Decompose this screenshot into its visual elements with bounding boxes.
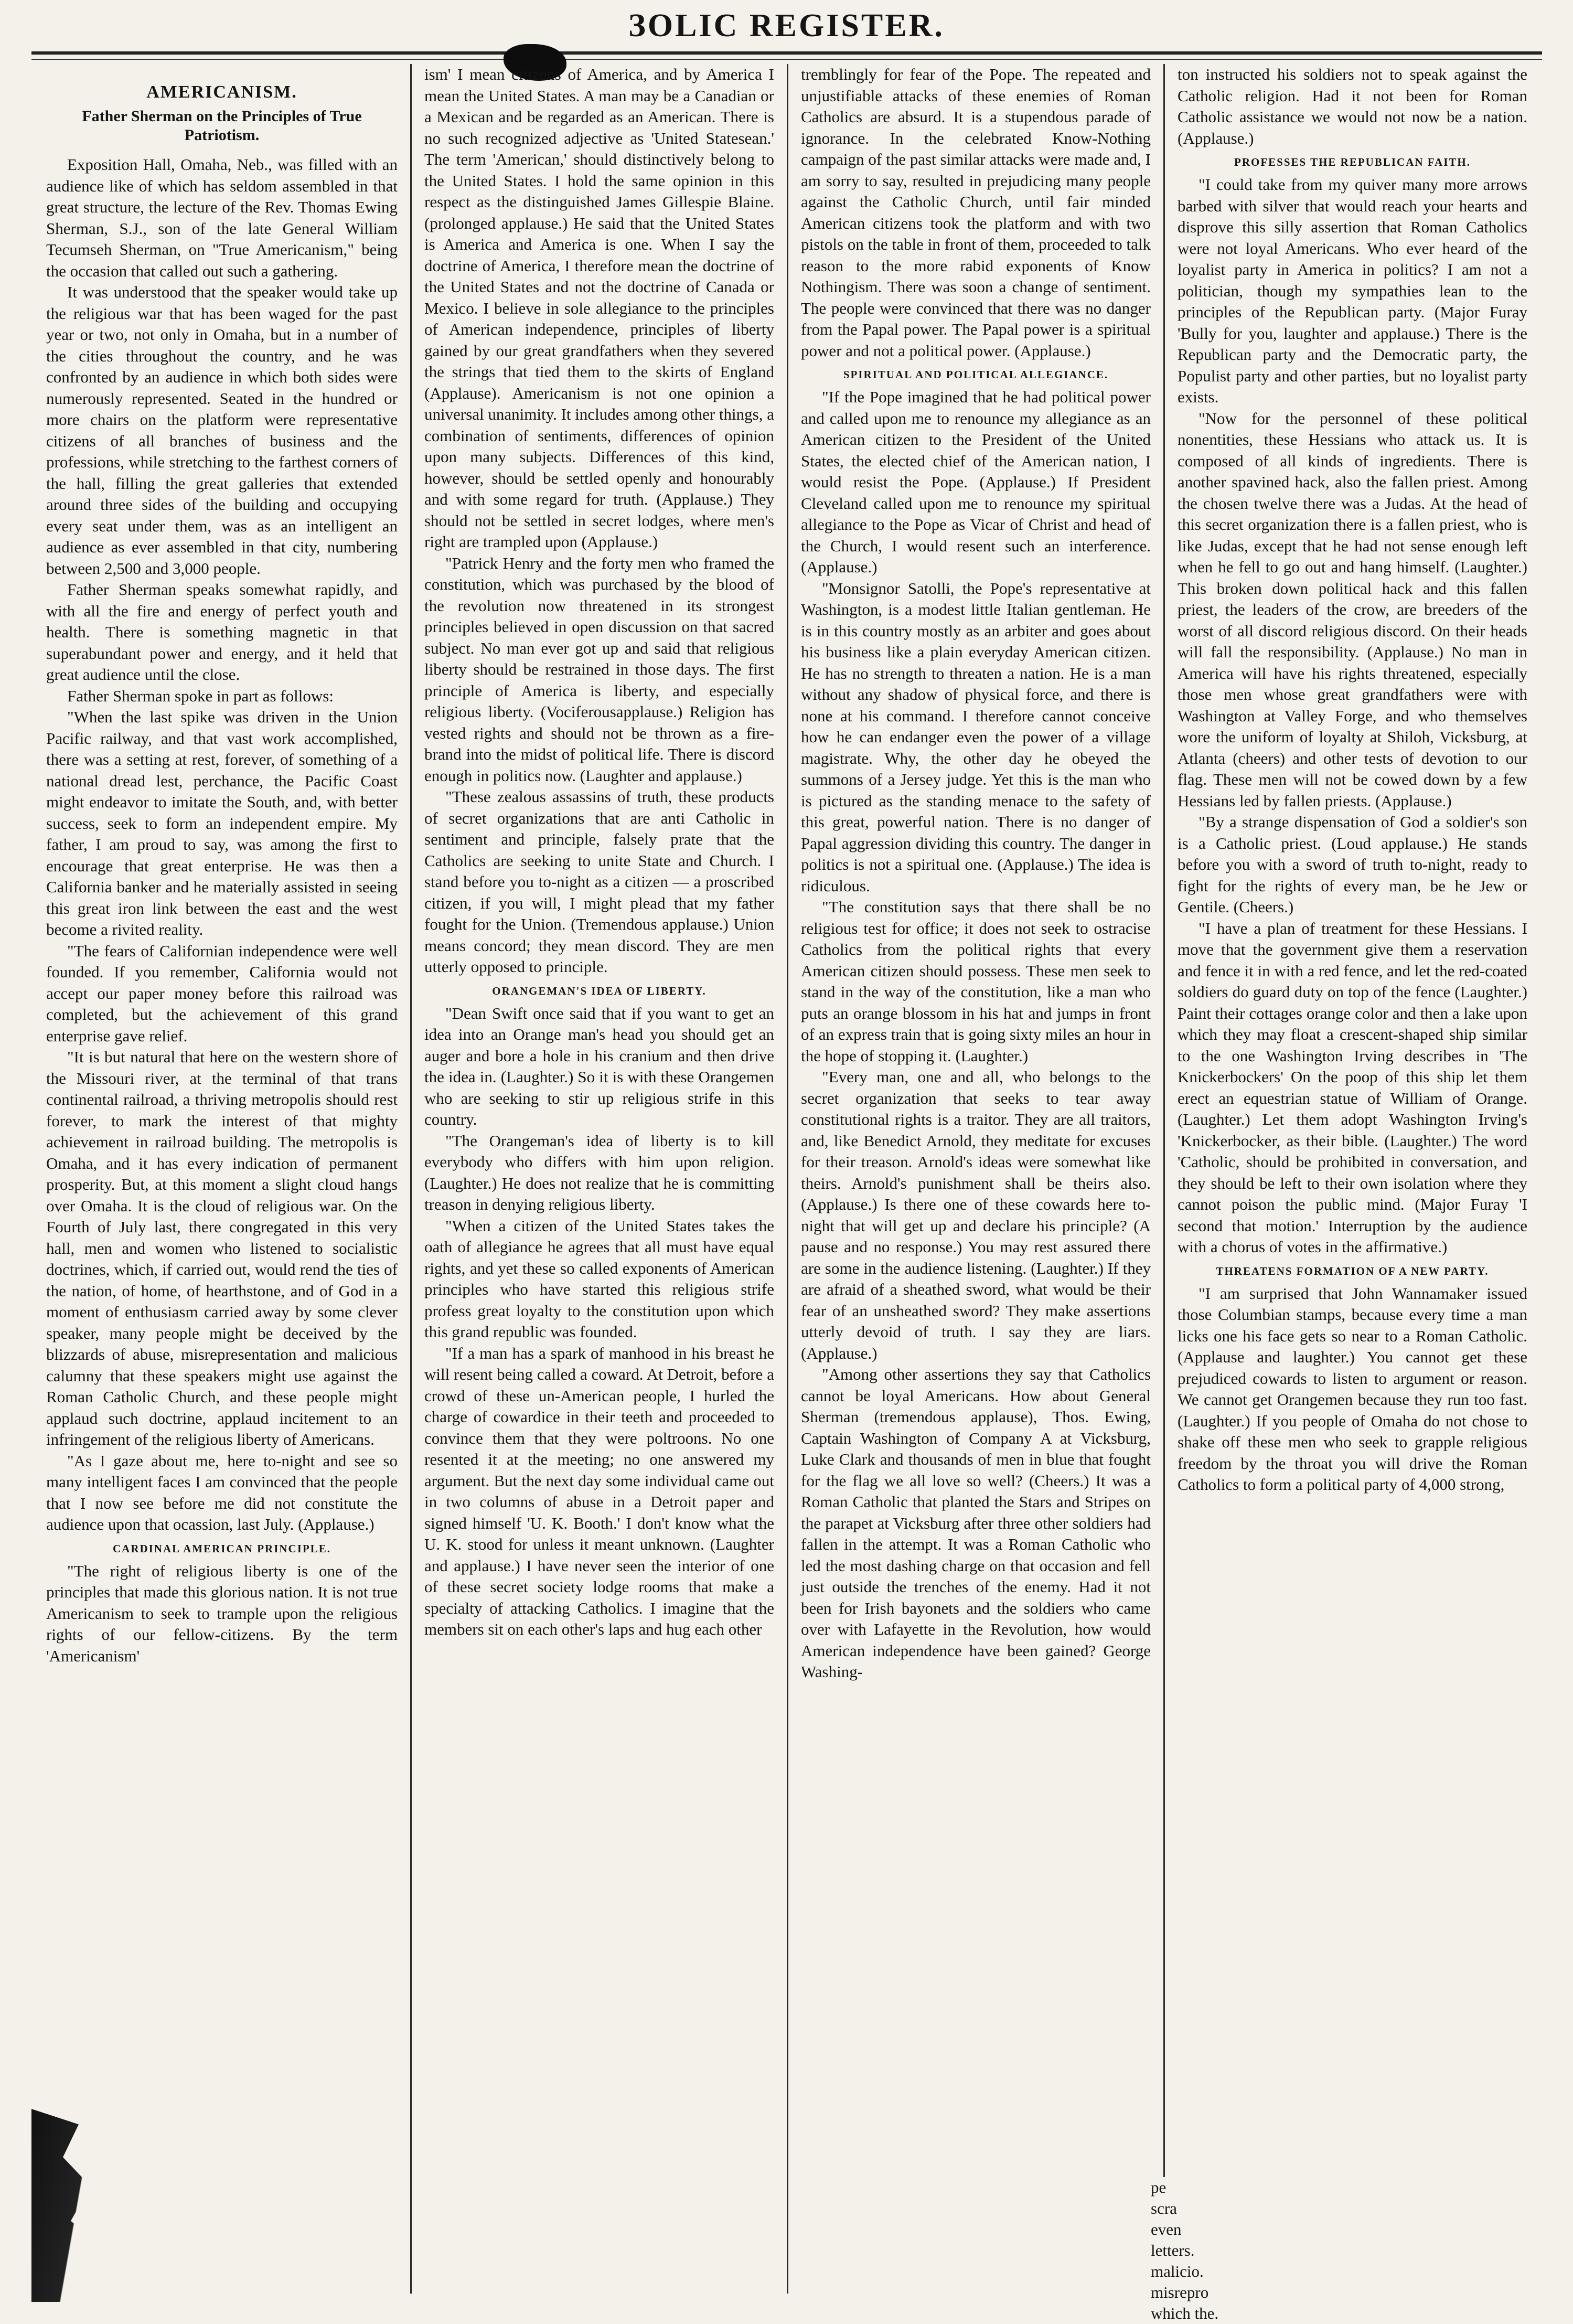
paragraph: "Now for the personnel of these political nonentities, these Hessians who attack us. It is composed of all kinds of ingredients. There is another spavined hack, also the fallen priest. Among the chosen twelve there was a Judas. At the head of this secret organization there is a fallen priest, who is like Judas, except that he had not sense enough left when he fell to go out and hang himself. (Laughter.) This broken down political hack and this fallen priest, the leaders of the crow, are breeders of the worst of all discord religious discord. On their heads will fall the responsibility. (Applause.) No man in America will have his rights threatened, especially those men whose great grandfathers were with Washington at Valley Forge, and who themselves wore the uniform of loyalty at Shiloh, Vicksburg, at Atlanta (cheers) and other tests of devotion to our flag. These men will not be cowed down by a few Hessians led by fallen priests. (Applause.)	[1178, 409, 1527, 810]
paragraph: "By a strange dispensation of God a soldier's son is a Catholic priest. (Loud applause.) He stands before you with a sword of truth to-night, ready to fight for the rights of every man, be he Jew or Gentile. (Cheers.)	[1178, 813, 1527, 916]
column-3	[787, 64, 1163, 2294]
paragraph: "Every man, one and all, who belongs to the secret organization that seeks to tear away constitutional rights is a traitor. They are all traitors, and, like Benedict Arnold, they meditate for excuses for their treason. Arnold's ideas were somewhat like theirs. Arnold's punishment shall be theirs also. (Applause.) Is there one of these cowards here to-night that will get up and declare his principle? (A pause and no response.) You may rest assured there are some in the audience listening. (Laughter.) If they are afraid of a sheathed sword, what would be their fear of an unsheathed sword? They make assertions utterly devoid of truth. I say they are liars. (Applause.)	[801, 1068, 1151, 1362]
paragraph: "When a citizen of the United States takes the oath of allegiance he agrees that all must have equal rights, and yet these so called exponents of American principles who have started this religious strife profess great loyalty to the constitution upon which this grand republic was founded.	[424, 1216, 774, 1341]
paragraph: "Among other assertions they say that Catholics cannot be loyal Americans. How about General Sherman (tremendous applause), Thos. Ewing, Captain Washington of Company A at Vicksburg, Luke Clark and thousands of men in blue that fought for the flag we all love so well? (Cheers.) It was a Roman Catholic that planted the Stars and Stripes on the parapet at Vicksburg after three other soldiers had fallen in the attempt. It was a Roman Catholic who led the most dashing charge on that occasion and fell just outside the trenches of the enemy. Had it not been for Irish bayonets and the soldiers who came over with Lafayette in the Revolution, how would American independence have been gained? George Washing-	[801, 1365, 1151, 1681]
fragment-line: misrepro	[1151, 2283, 1209, 2301]
paragraph: "Patrick Henry and the forty men who framed the constitution, which was purchased by the blood of the revolution now threatened in its strongest principles believed in open discussion on that sacred subject. No man ever got up and said that religious liberty should be restrained in those days. The first principle of America is liberty, and especially religious liberty. (Vociferousapplause.) Religion has vested rights and should not be thrown as a fire-brand into the midst of political life. There is discord enough in politics now. (Laughter and applause.)	[424, 553, 774, 785]
paragraph: "The constitution says that there shall be no religious test for office; it does not seek to ostracise Catholics from the political rights that every American citizen should possess. These men seek to stand in the way of the constitution, like a man who puts an orange blossom in his hat and jumps in front of an express train that is going sixty miles an hour in the hope of stopping it. (Laughter.)	[801, 898, 1151, 1065]
column-2	[410, 64, 787, 2294]
paragraph: ton instructed his soldiers not to speak against the Catholic religion. Had it not been for Roman Catholic assistance we would not now be a nation. (Applause.)	[1178, 65, 1527, 147]
paragraph: tremblingly for fear of the Pope. The repeated and unjustifiable attacks of these enemies of Roman Catholics are absurd. It is a stupendous parade of ignorance. In the celebrated Know-Nothing campaign of the past similar attacks were made and, I am sorry to say, resulted in prejudicing many people against the Catholic Church, until fair minded American citizens took the platform and with two pistols on the table in front of them, proceeded to talk reason to the more rabid exponents of Know Nothingism. There was soon a change of sentiment. The people were convinced that there was no danger from the Papal power. The Papal power is a spiritual power and not a political power. (Applause.)	[801, 65, 1151, 360]
paragraph: "If the Pope imagined that he had political power and called upon me to renounce my allegiance as an American citizen to the President of the United States, the elected chief of the American nation, I would resist the Pope. (Applause.) If President Cleveland called upon me to renounce my spiritual allegiance to the Pope as Vicar of Christ and head of the Church, I would resent such an interference. (Applause.)	[801, 388, 1151, 576]
section-heading: THREATENS FORMATION OF A NEW PARTY.	[1216, 1264, 1489, 1277]
article-headline: AMERICANISM.	[146, 82, 297, 102]
paragraph: "If a man has a spark of manhood in his breast he will resent being called a coward. At Detroit, before a crowd of these un-American people, I hurled the charge of cowardice in their teeth and proceeded to convince them that they were poltroons. No one resented it at the meeting; no one answered my argument. But the next day some individual came out in two columns of abuse in a Detroit paper and signed himself 'U. K. Booth.' I don't know what the U. K. stood for unless it meant unknown. (Laughter and applause.) I have never seen the interior of one of these secret society lodge rooms that make a specialty of attacking Catholics. I imagine that the members sit on each other's laps and hug each other	[424, 1344, 774, 1638]
paragraph: Exposition Hall, Omaha, Neb., was filled with an audience like of which has seldom assembled in that great structure, the lecture of the Rev. Thomas Ewing Sherman, S.J., son of the late General William Tecumseh Sherman, on "True Americanism," being the occasion that called out such a gathering.	[46, 155, 398, 280]
column-1	[34, 64, 410, 2294]
paragraph: "When the last spike was driven in the Union Pacific railway, and that vast work accomplished, there was a setting at rest, forever, of something of a national dread lest, perchance, the Pacific Coast might endeavor to imitate the South, and, with better success, seek to form an independent empire. My father, I am proud to say, was among the first to encourage that great enterprise. He was then a California banker and he materially assisted in seeing this great iron link between the east and the west become a rivited reality.	[46, 708, 398, 939]
fragment-line: letters.	[1151, 2241, 1195, 2259]
paragraph: "It is but natural that here on the western shore of the Missouri river, at the terminal of that trans continental railroad, a thriving metropolis should rest forever, to mark the interest of that mighty achievement in railroad building. The metropolis is Omaha, and it has every indication of permanent prosperity. But, at this moment a slight cloud hangs over Omaha. It is the cloud of religious war. On the Fourth of July last, there congregated in this very hall, men and women who listened to socialistic doctrines, which, if carried out, would rend the ties of the nation, of home, of hearthstone, and of God in a moment of enthusiasm carried away by some clever speaker, many people might be deceived by the blizzards of abuse, misrepresentation and malicious calumny that these speakers might use against the Roman Catholic Church, and these people might applaud such doctrine, applaud incitement to an infringement of the religious liberty of Americans.	[46, 1048, 398, 1448]
paragraph: "The fears of Californian independence were well founded. If you remember, California would not accept our paper money before this railroad was completed, but the achievement of this grand enterprise gave relief.	[46, 941, 398, 1045]
fragment-line: even	[1151, 2220, 1182, 2238]
paragraph: It was understood that the speaker would take up the religious war that has been waged for the past year or two, not only in Omaha, but in a number of the cities throughout the country, and he was confronted by an audience in which both sides were numerously represented. Seated in the hundred or more chairs on the platform were representative citizens of all branches of business and the professions, while stretching to the farthest corners of the hall, filling the great galleries that extended around three sides of the building and occupying every seat under them, was as an intelligent an audience as ever assembled in that city, numbering between 2,500 and 3,000 people.	[46, 283, 398, 578]
masthead	[0, 0, 1573, 48]
masthead-rule	[31, 51, 1542, 55]
paragraph: "Dean Swift once said that if you want to get an idea into an Orange man's head you should get an auger and bore a hole in his cranium and then drive the idea in. (Laughter.) So it is with these Orangemen who are seeking to stir up religious strife in this country.	[424, 1004, 774, 1128]
paragraph: "I have a plan of treatment for these Hessians. I move that the government give them a reservation and fence it in with a red fence, and let the red-coated soldiers do guard duty on top of the fence (Laughter.) Paint their cottages orange color and then a lake upon which they may float a crescent-shaped ship similar to the one Washington Irving describes in 'The Knickerbockers' On the poop of this ship let them erect an equestrian statue of William of Orange. (Laughter.) Let them adopt Washington Irving's 'Knickerbocker, as their bible. (Laughter.) The word 'Catholic, should be prohibited in conversation, and they should be left to their own isolation where they cannot poison the public mind. (Major Furay 'I second that motion.' Interruption by the audience with a chorus of votes in the affirmative.)	[1178, 919, 1527, 1256]
article-subhead: Father Sherman on the Principles of True Patriotism.	[82, 108, 362, 144]
fragment-line: which the.	[1151, 2304, 1219, 2322]
paragraph: "I could take from my quiver many more arrows barbed with silver that would reach your hearts and disprove this silly assertion that Roman Catholics were not loyal Americans. Who ever heard of the loyalist party in America in politics? I am not a politician, though my sympathies lean to the principles of the Republican party. (Major Furay 'Bully for you, laughter and applause.) There is the Republican party and the Democratic party, the Populist party and other parties, but no loyalist party exists.	[1178, 175, 1527, 406]
article-columns	[34, 64, 1540, 2294]
paragraph: Father Sherman speaks somewhat rapidly, and with all the fire and energy of perfect youth and health. There is something magnetic in that superabundant power and energy, and it held that great audience until the close.	[46, 580, 398, 684]
fragment-line: scra	[1151, 2199, 1177, 2218]
paragraph: Father Sherman spoke in part as follows:	[67, 686, 334, 705]
section-heading: ORANGEMAN'S IDEA OF LIBERTY.	[492, 984, 707, 997]
paragraph: "Monsignor Satolli, the Pope's representative at Washington, is a modest little Italian gentleman. He is in this country mostly as an arbiter and goes about his business like a plain everyday American citizen. He has no strength to threaten a nation. He is a man without any shadow of physical force, and there is none at his command. I therefore cannot conceive how he can endanger even the power of a village magistrate. Why, the other day he obeyed the summons of a Jersey judge. Yet this is the man who is pictured as the standing menace to the safety of this great, powerful nation. There is no danger of Papal aggression dividing this country. The danger in politics is not a spiritual one. (Applause.) The idea is ridiculous.	[801, 579, 1151, 895]
paragraph: "The right of religious liberty is one of the principles that made this glorious nation. It is not true Americanism to seek to trample upon the religious rights of our fellow-citizens. By the term 'Americanism'	[46, 1561, 398, 1665]
paragraph: "The Orangeman's idea of liberty is to kill everybody who differs with him upon religion. (Laughter.) He does not realize that he is committing treason in denying religious liberty.	[424, 1131, 774, 1213]
masthead-rule-thin	[31, 59, 1542, 60]
paragraph: "I am surprised that John Wannamaker issued those Columbian stamps, because every time a man licks one his face gets so near to a Roman Catholic. (Applause and laughter.) You cannot get these prejudiced cowards to listen to argument or reason. We cannot get Orangemen because they run too fast. (Laughter.) If you people of Omaha do not chose to shake off these men who seek to grapple religious freedom by the throat you will drive the Roman Catholics to form a political party of 4,000 strong,	[1178, 1284, 1527, 1494]
section-heading: SPIRITUAL AND POLITICAL ALLEGIANCE.	[843, 368, 1109, 381]
torn-fragment-text	[1151, 2177, 1219, 2322]
section-heading: PROFESSES THE REPUBLICAN FAITH.	[1234, 156, 1471, 168]
fragment-line: malicio.	[1151, 2262, 1204, 2280]
paragraph: "These zealous assassins of truth, these products of secret organizations that are anti Catholic in sentiment and principle, falsely prate that the Catholics are seeking to unite State and Church. I stand before you to-night as a citizen — a proscribed citizen, if you will, I might plead that my father fought for the Union. (Tremendous applause.) Union means concord; they mean discord. They are men utterly opposed to principle.	[424, 787, 774, 976]
section-heading: CARDINAL AMERICAN PRINCIPLE.	[113, 1542, 331, 1555]
fragment-line: pe	[1151, 2178, 1167, 2197]
paragraph: ism' I mean citizens of America, and by America I mean the United States. A man may be a Canadian or a Mexican and be regarded as an American. There is no such recognized adjective as 'United Statesean.' The term 'American,' should distinctively belong to the United States. I hold the same opinion in this respect as the distinguished James Gillespie Blaine. (prolonged applause.) He said that the United States is America and America is one. When I say the doctrine of America, I therefore mean the doctrine of the United States and not the doctrine of Canada or Mexico. I believe in sole allegiance to the principles of American independence, principles of liberty gained by our great grandfathers when they severed the strings that tied them to the skirts of England (Applause). Americanism is not one opinion a universal unanimity. It includes among other things, a combination of sentiments, differences of opinion upon many subjects. Differences of this kind, however, should be settled openly and honourably and with some regard for truth. (Applause.) They should not be settled in secret lodges, where men's right are trampled upon (Applause.)	[424, 65, 774, 551]
column-4	[1163, 64, 1540, 2294]
newspaper-title: ЗOLIC REGISTER.	[628, 8, 945, 44]
paragraph: "As I gaze about me, here to-night and see so many intelligent faces I am convinced that the people that I now see before me did not constitute the audience upon that ocassion, last July. (Applause.)	[46, 1451, 398, 1533]
